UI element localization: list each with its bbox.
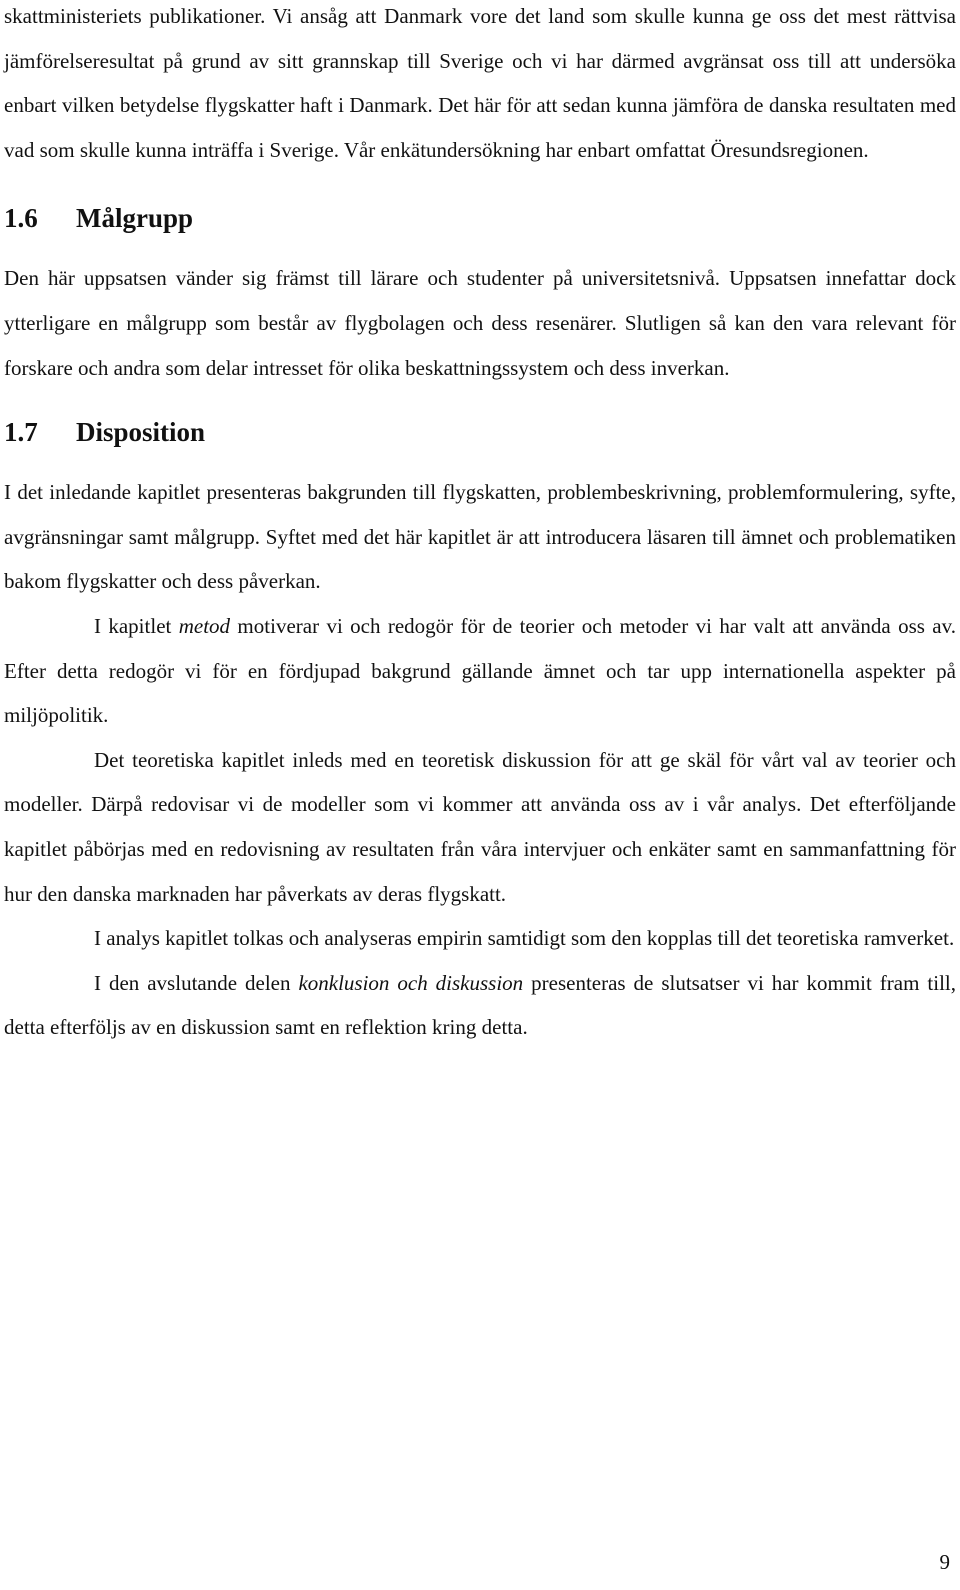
- disposition-paragraph-1: I det inledande kapitlet presenteras bakgrunden till flygskatten, problembeskrivning, problemformulering, syfte, avgränsningar samt målgrupp. Syftet med det här kapitlet är att introducera läsaren till ämnet och problematiken bakom flygskatter och dess påverkan.: [4, 480, 956, 594]
- section-number: 1.7: [4, 417, 38, 448]
- section-title: Disposition: [76, 417, 206, 448]
- section-heading-malgrupp: [4, 198, 956, 238]
- intro-paragraph: skattministeriets publikationer. Vi ansåg att Danmark vore det land som skulle kunna ge oss det mest rättvisa jämförelseresultat på grund av sitt grannskap till Sverige och vi har därmed avgränsat oss till att undersöka enbart vilken betydelse flygskatter haft i Danmark. Det här för att sedan kunna jämföra de danska resultaten med vad som skulle kunna inträffa i Sverige. Vår enkätundersökning har enbart omfattat Öresundsregionen.: [4, 4, 956, 162]
- section-heading-disposition: [4, 412, 956, 452]
- emphasized-term: metod: [178, 613, 231, 638]
- document-page: [4, 0, 956, 1050]
- disposition-paragraph-2: [4, 604, 956, 738]
- section-title: Målgrupp: [76, 203, 194, 234]
- malgrupp-paragraph: Den här uppsatsen vänder sig främst till lärare och studenter på universitetsnivå. Uppsatsen innefattar dock ytterligare en målgrupp som består av flygbolagen och dess resenärer. Slutligen så kan den vara relevant för forskare och andra som delar intresset för olika beskattningssystem och dess inverkan.: [4, 266, 956, 380]
- paragraph-text: presenteras de slutsatser vi har kommit fram till, detta efterföljs av en diskussion samt en reflektion kring detta.: [4, 970, 956, 1040]
- paragraph-text: I kapitlet: [94, 613, 179, 638]
- section-number: 1.6: [4, 203, 38, 234]
- disposition-paragraph-4: I analys kapitlet tolkas och analyseras empirin samtidigt som den kopplas till det teoretiska ramverket.: [94, 926, 955, 951]
- disposition-paragraph-5: [4, 961, 956, 1050]
- paragraph-text: motiverar vi och redogör för de teorier och metoder vi har valt att använda oss av. Efter detta redogör vi för en fördjupad bakgrund gällande ämnet och tar upp internationella aspekter på miljöpolitik.: [4, 613, 956, 728]
- paragraph-text: I den avslutande delen: [94, 970, 299, 995]
- emphasized-term: konklusion och diskussion: [298, 970, 524, 995]
- page-number: 9: [939, 1550, 950, 1574]
- disposition-paragraph-3: Det teoretiska kapitlet inleds med en teoretisk diskussion för att ge skäl för vårt val av teorier och modeller. Därpå redovisar vi de modeller som vi kommer att använda oss av i vår analys. Det efterföljande kapitlet påbörjas med en redovisning av resultaten från våra intervjuer och enkäter samt en sammanfattning för hur den danska marknaden har påverkats av deras flygskatt.: [4, 747, 956, 906]
